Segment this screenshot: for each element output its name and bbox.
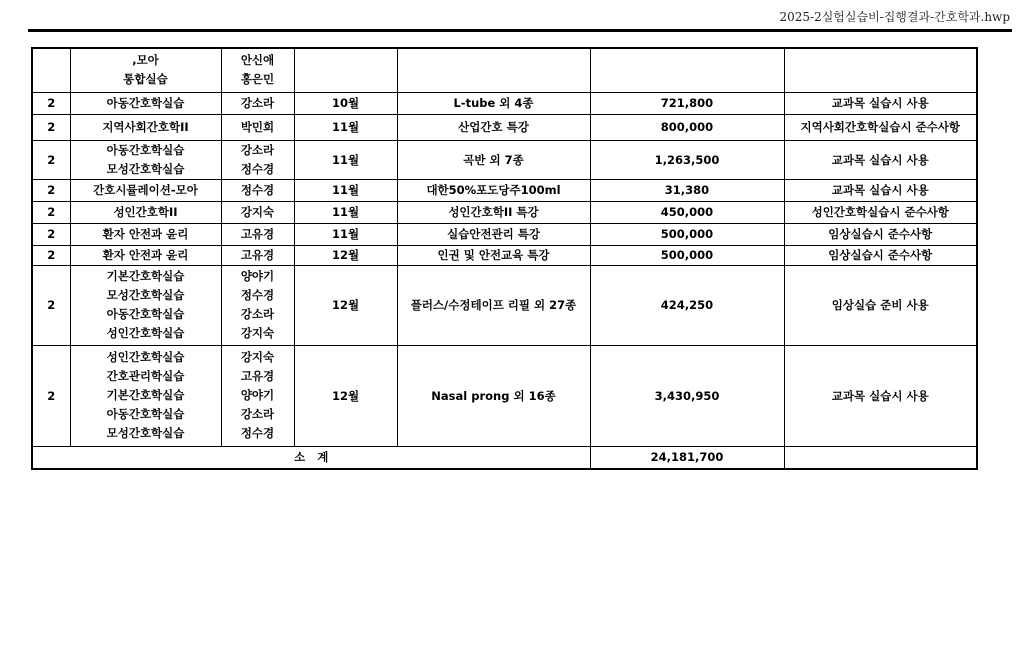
course-name: 아동간호학실습 bbox=[106, 95, 185, 110]
instructor-name: 강지숙 bbox=[240, 350, 275, 364]
month-cell: 11월 bbox=[294, 223, 397, 245]
grade-cell: 2 bbox=[32, 201, 70, 223]
course-cell bbox=[70, 345, 221, 446]
instructor-name: 강소라 bbox=[240, 142, 275, 157]
month-cell: 12월 bbox=[294, 245, 397, 265]
item-cell: 플러스/수정테이프 리필 외 27종 bbox=[397, 265, 590, 345]
table-row bbox=[32, 114, 977, 140]
instructor-name: 고유경 bbox=[240, 369, 275, 383]
instructor-cell bbox=[221, 92, 294, 114]
table-row bbox=[32, 265, 977, 345]
instructor-cell bbox=[221, 114, 294, 140]
note-cell: 임상실습 준비 사용 bbox=[784, 265, 977, 345]
item-cell: 산업간호 특강 bbox=[397, 114, 590, 140]
note-cell: 성인간호학실습시 준수사항 bbox=[784, 201, 977, 223]
amount-cell: 500,000 bbox=[590, 245, 784, 265]
instructor-cell bbox=[221, 345, 294, 446]
table-row bbox=[32, 245, 977, 265]
course-cell bbox=[70, 140, 221, 179]
month-cell: 12월 bbox=[294, 345, 397, 446]
instructor-name: 강소라 bbox=[240, 95, 275, 110]
course-name: 모성간호학실습 bbox=[106, 161, 185, 176]
item-cell: 인권 및 안전교육 특강 bbox=[397, 245, 590, 265]
instructor-name: 강지숙 bbox=[240, 326, 275, 340]
subtotal-row bbox=[32, 446, 977, 469]
course-name: 간호관리학실습 bbox=[106, 369, 185, 383]
course-cell bbox=[70, 48, 221, 92]
grade-cell: 2 bbox=[32, 223, 70, 245]
amount-cell: 31,380 bbox=[590, 179, 784, 201]
course-name: 환자 안전과 윤리 bbox=[102, 226, 189, 241]
grade-cell: 2 bbox=[32, 265, 70, 345]
amount-cell: 721,800 bbox=[590, 92, 784, 114]
note-cell: 지역사회간호학실습시 준수사항 bbox=[784, 114, 977, 140]
course-name: 성인간호학II bbox=[113, 204, 178, 219]
item-cell: 실습안전관리 특강 bbox=[397, 223, 590, 245]
grade-cell: 2 bbox=[32, 345, 70, 446]
item-cell: L-tube 외 4종 bbox=[397, 92, 590, 114]
instructor-name: 강소라 bbox=[240, 307, 275, 321]
course-cell bbox=[70, 201, 221, 223]
header-rule bbox=[28, 29, 1012, 32]
course-name: 환자 안전과 윤리 bbox=[102, 247, 189, 262]
table-row bbox=[32, 345, 977, 446]
amount-cell: 500,000 bbox=[590, 223, 784, 245]
instructor-name: 양야기 bbox=[240, 269, 275, 283]
grade-cell: 2 bbox=[32, 92, 70, 114]
grade-cell: 2 bbox=[32, 179, 70, 201]
grade-cell: 2 bbox=[32, 140, 70, 179]
course-name: 아동간호학실습 bbox=[106, 407, 185, 421]
subtotal-note bbox=[784, 446, 977, 469]
month-cell: 11월 bbox=[294, 179, 397, 201]
course-name: 모성간호학실습 bbox=[106, 426, 185, 440]
grade-cell: 2 bbox=[32, 245, 70, 265]
course-name: 통합실습 bbox=[123, 72, 168, 87]
grade-cell bbox=[32, 48, 70, 92]
table-row bbox=[32, 92, 977, 114]
course-cell bbox=[70, 245, 221, 265]
subtotal-amount: 24,181,700 bbox=[590, 446, 784, 469]
amount-cell: 424,250 bbox=[590, 265, 784, 345]
course-cell bbox=[70, 92, 221, 114]
course-cell bbox=[70, 114, 221, 140]
course-name: 기본간호학실습 bbox=[106, 388, 185, 402]
instructor-name: 박민희 bbox=[240, 119, 275, 134]
course-name: 지역사회간호학II bbox=[102, 119, 189, 134]
course-name: ,모아 bbox=[132, 53, 159, 68]
instructor-cell bbox=[221, 201, 294, 223]
month-cell: 12월 bbox=[294, 265, 397, 345]
note-cell: 임상실습시 준수사항 bbox=[784, 223, 977, 245]
expense-table bbox=[31, 47, 978, 470]
course-cell bbox=[70, 223, 221, 245]
instructor-name: 고유경 bbox=[240, 247, 275, 262]
table-row bbox=[32, 223, 977, 245]
item-cell: 곡반 외 7종 bbox=[397, 140, 590, 179]
note-cell: 교과목 실습시 사용 bbox=[784, 345, 977, 446]
instructor-cell bbox=[221, 245, 294, 265]
item-cell bbox=[397, 48, 590, 92]
instructor-name: 정수경 bbox=[240, 288, 275, 302]
course-name: 아동간호학실습 bbox=[106, 142, 185, 157]
instructor-name: 정수경 bbox=[240, 426, 275, 440]
item-cell: 대한50%포도당주100ml bbox=[397, 179, 590, 201]
note-cell: 교과목 실습시 사용 bbox=[784, 179, 977, 201]
instructor-cell bbox=[221, 265, 294, 345]
month-cell: 11월 bbox=[294, 140, 397, 179]
instructor-name: 고유경 bbox=[240, 226, 275, 241]
instructor-name: 안신애 bbox=[240, 53, 275, 68]
course-cell bbox=[70, 179, 221, 201]
course-name: 기본간호학실습 bbox=[106, 269, 185, 283]
table-row bbox=[32, 140, 977, 179]
grade-cell: 2 bbox=[32, 114, 70, 140]
document-filename: 2025-2실험실습비-집행결과-간호학과.hwp bbox=[779, 10, 1010, 24]
course-cell bbox=[70, 265, 221, 345]
instructor-name: 홍은민 bbox=[240, 72, 275, 87]
month-cell: 11월 bbox=[294, 114, 397, 140]
amount-cell: 800,000 bbox=[590, 114, 784, 140]
month-cell: 10월 bbox=[294, 92, 397, 114]
amount-cell: 3,430,950 bbox=[590, 345, 784, 446]
course-name: 모성간호학실습 bbox=[106, 288, 185, 302]
table-row bbox=[32, 179, 977, 201]
month-cell: 11월 bbox=[294, 201, 397, 223]
instructor-cell bbox=[221, 179, 294, 201]
instructor-name: 정수경 bbox=[240, 161, 275, 176]
instructor-cell bbox=[221, 48, 294, 92]
note-cell bbox=[784, 48, 977, 92]
instructor-name: 양야기 bbox=[240, 388, 275, 402]
amount-cell bbox=[590, 48, 784, 92]
course-name: 성인간호학실습 bbox=[106, 326, 185, 340]
note-cell: 임상실습시 준수사항 bbox=[784, 245, 977, 265]
subtotal-label: 소 계 bbox=[32, 446, 590, 469]
item-cell: Nasal prong 외 16종 bbox=[397, 345, 590, 446]
month-cell bbox=[294, 48, 397, 92]
note-cell: 교과목 실습시 사용 bbox=[784, 140, 977, 179]
instructor-name: 강지숙 bbox=[240, 204, 275, 219]
item-cell: 성인간호학II 특강 bbox=[397, 201, 590, 223]
instructor-cell bbox=[221, 140, 294, 179]
table-row bbox=[32, 201, 977, 223]
instructor-name: 정수경 bbox=[240, 182, 275, 197]
course-name: 아동간호학실습 bbox=[106, 307, 185, 321]
course-name: 성인간호학실습 bbox=[106, 350, 185, 364]
course-name: 간호시뮬레이션-모아 bbox=[93, 182, 198, 197]
amount-cell: 1,263,500 bbox=[590, 140, 784, 179]
note-cell: 교과목 실습시 사용 bbox=[784, 92, 977, 114]
instructor-cell bbox=[221, 223, 294, 245]
instructor-name: 강소라 bbox=[240, 407, 275, 421]
expense-table-body bbox=[32, 48, 977, 446]
amount-cell: 450,000 bbox=[590, 201, 784, 223]
table-row bbox=[32, 48, 977, 92]
